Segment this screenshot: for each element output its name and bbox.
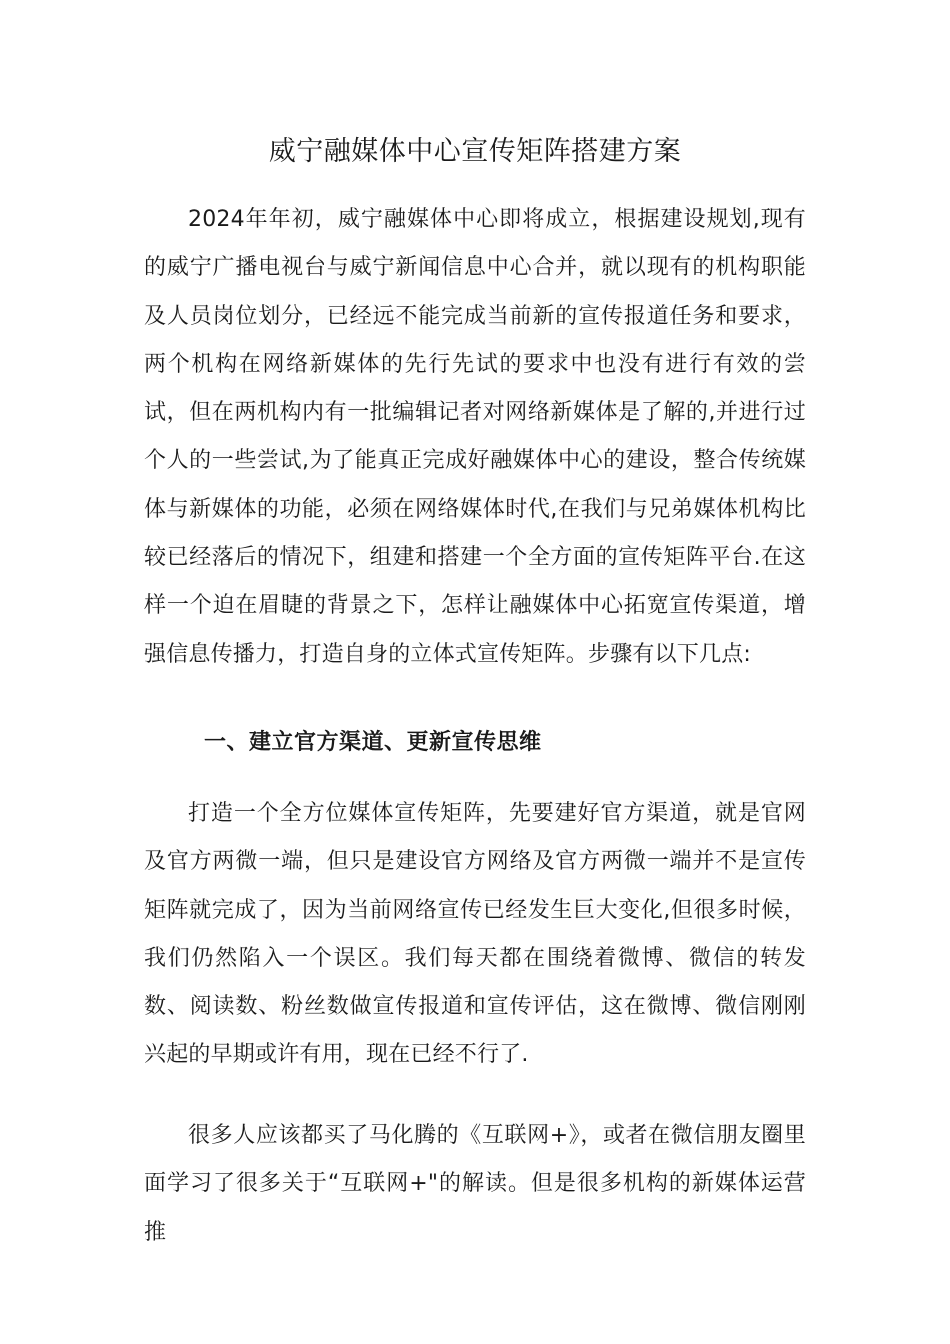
intro-paragraph: 2024年年初，威宁融媒体中心即将成立，根据建设规划,现有的威宁广播电视台与威宁新闻信息中心合并，就以现有的机构职能及人员岗位划分，已经远不能完成当前新的宣传报道任务和要求，两个机构在网络新媒体的先行先试的要求中也没有进行有效的尝试，但在两机构内有一批编辑记者对网络新媒体是了解的,并进行过个人的一些尝试,为了能真正完成好融媒体中心的建设，整合传统媒体与新媒体的功能，必须在网络媒体时代,在我们与兄弟媒体机构比较已经落后的情况下，组建和搭建一个全方面的宣传矩阵平台.在这样一个迫在眉睫的背景之下，怎样让融媒体中心拓宽宣传渠道，增强信息传播力，打造自身的立体式宣传矩阵。步骤有以下几点: <box>144 207 806 667</box>
page-title: 威宁融媒体中心宣传矩阵搭建方案 <box>268 136 682 167</box>
body-paragraph: 打造一个全方位媒体宣传矩阵，先要建好官方渠道，就是官网及官方两微一端，但只是建设官方网络及官方两微一端并不是宣传矩阵就完成了，因为当前网络宣传已经发生巨大变化,但很多时候，我们仍然陷入一个误区。我们每天都在围绕着微博、微信的转发数、阅读数、粉丝数做宣传报道和宣传评估，这在微博、微信刚刚兴起的早期或许有用，现在已经不行了. <box>144 801 806 1068</box>
body-paragraph: 很多人应该都买了马化腾的《互联网+》，或者在微信朋友圈里面学习了很多关于“互联网+"的解读。但是很多机构的新媒体运营推 <box>144 1123 806 1245</box>
section-heading: 一、建立官方渠道、更新宣传思维 <box>204 730 542 755</box>
